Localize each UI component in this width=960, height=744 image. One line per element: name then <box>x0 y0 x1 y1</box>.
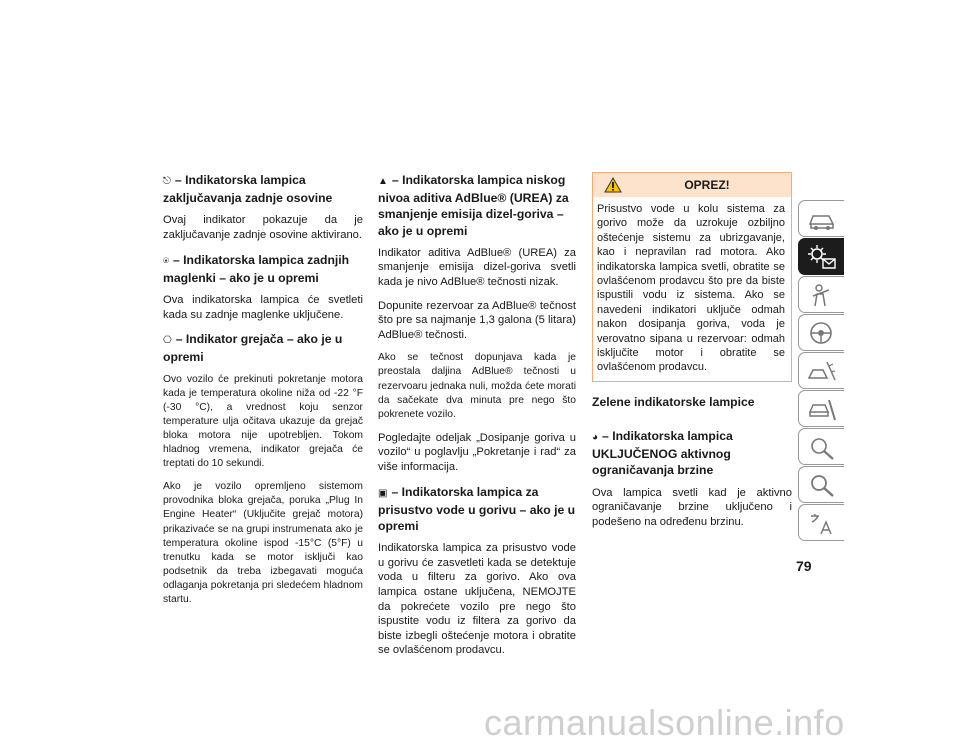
service-icon <box>807 396 837 422</box>
steering-icon <box>807 320 837 346</box>
dashboard-lights-icon <box>807 244 837 270</box>
tab-collision[interactable] <box>798 352 844 389</box>
paragraph: Indikator aditiva AdBlue® (UREA) za smanjenje emisija dizel-goriva svetli kada je nivo AdBlue® tečnosti nizak. <box>378 246 576 288</box>
section-title-rear-fog: ⍟ – Indikatorska lampica zadnjih maglenki – ako je u opremi <box>163 252 350 285</box>
warning-triangle-icon <box>604 177 622 193</box>
paragraph: Ova lampica svetli kad je aktivno ograničavanje brzine uključeno i podešeno na određenu brzinu. <box>592 486 792 528</box>
safety-icon <box>807 282 837 308</box>
water-in-fuel-icon: ▣ <box>378 487 388 499</box>
tab-search[interactable] <box>798 466 844 503</box>
tab-vehicle[interactable] <box>798 200 844 237</box>
section-heading-green: Zelene indikatorske lampice <box>592 394 755 409</box>
tab-service[interactable] <box>798 390 844 427</box>
paragraph: Ako se tečnost dopunjava kada je preostala daljina AdBlue® tečnosti u rezervoaru jednaka nuli, možda ćete morati da sačekate dva minuta pre nego što pokrenete vozilo. <box>378 352 576 420</box>
section-title-speed-limiter: ◕ – Indikatorska lampica UKLJUČENOG aktivnog ograničavanja brzine <box>592 429 733 478</box>
warning-header <box>593 173 791 197</box>
collision-icon <box>807 358 837 384</box>
speed-limiter-icon: ◕ <box>592 432 599 444</box>
paragraph: Indikatorska lampica za prisustvo vode u gorivu će zasvetleti kada se detektuje voda u filteru za gorivo. Ako ova lampica ostane uključena, NEMOJTE da pokrećete vozilo pre nego što ispustite vodu iz filtera za gorivo da biste izbegli oštećenje motora i obratite se ovlašćenom prodavcu. <box>378 542 576 657</box>
paragraph: Ova indikatorska lampica će svetleti kada su zadnje maglenke uključene. <box>163 294 363 321</box>
tab-steering[interactable] <box>798 314 844 351</box>
tab-maintenance[interactable] <box>798 428 844 465</box>
warning-title: OPREZ! <box>684 178 730 192</box>
column-right <box>592 172 792 538</box>
section-title-water-in-fuel: ▣ – Indikatorska lampica za prisustvo vode u gorivu – ako je u opremi <box>378 484 576 534</box>
section-title-axle-lock: ⎋ – Indikatorska lampica zaključavanja zadnje osovine <box>163 173 333 206</box>
rear-fog-icon: ⍟ <box>163 255 169 267</box>
page-number: 79 <box>796 558 812 574</box>
languages-icon <box>807 510 837 536</box>
paragraph: Pogledajte odeljak „Dosipanje goriva u vozilo“ u poglavlju „Pokretanje i rad“ za više informacija. <box>378 431 576 474</box>
warning-box <box>592 172 792 382</box>
paragraph: Ovo vozilo će prekinuti pokretanje motora kada je temperatura okoline niža od -22 °F (-30 °C), a vrednost koju senzor temperature ulja očitava ukazuje da grejač bloka motora nije upotrebljen. Tokom hladnog vremena, indikator grejača će treptati do 10 sekundi. <box>163 373 363 470</box>
vehicle-icon <box>807 206 837 232</box>
adblue-icon: ▲ <box>378 176 388 187</box>
engine-heater-icon: ⎔ <box>163 335 172 347</box>
section-title-engine-heater: ⎔ – Indikator grejača – ako je u opremi <box>163 332 343 365</box>
section-title-adblue: ▲ – Indikatorska lampica niskog nivoa aditiva AdBlue® (UREA) za smanjenje emisija dizel-goriva – ako je u opremi <box>378 173 569 238</box>
paragraph: Dopunite rezervoar za AdBlue® tečnost što pre sa najmanje 1,3 galona (5 litara) AdBlue® tečnosti. <box>378 299 576 341</box>
maintenance-icon <box>807 434 837 460</box>
warning-text: Prisustvo vode u kolu sistema za gorivo može da uzrokuje ozbiljno oštećenje sistemu za ubrizgavanje, kao i nepravilan rad motora. Ako indikatorska lampica svetli, obratite se ovlašćenom prodavcu što pre da biste ispustili vodu iz sistema. Ako se navedeni indikatori uključe odmah nakon dosipanja goriva, voda je verovatno sipana u rezervoar: odmah isključite motor i obratite se ovlašćenom prodavcu. <box>597 203 785 374</box>
axle-lock-icon: ⎋ <box>163 176 171 187</box>
chapter-tabs <box>798 200 844 544</box>
column-left <box>163 172 363 616</box>
paragraph: Ako je vozilo opremljeno sistemom provodnika bloka grejača, poruka „Plug In Engine Heater“ (Uključite grejač motora) prikazivaće se na grupi instrumenata ako je temperatura okoline ispod -15°C (5°F) u trenutku kada se motor isključi kao podsetnik da treba izbegavati moguća odlaganja pokretanja pri sledećem hladnom startu. <box>163 481 363 605</box>
tab-languages[interactable] <box>798 504 844 541</box>
tab-dashboard-lights[interactable] <box>798 238 844 275</box>
paragraph: Ovaj indikator pokazuje da je zaključavanje zadnje osovine aktivirano. <box>163 214 363 241</box>
tab-safety[interactable] <box>798 276 844 313</box>
watermark: carmanualsonline.info <box>484 702 845 743</box>
column-middle <box>378 172 576 667</box>
search-icon <box>807 472 837 498</box>
